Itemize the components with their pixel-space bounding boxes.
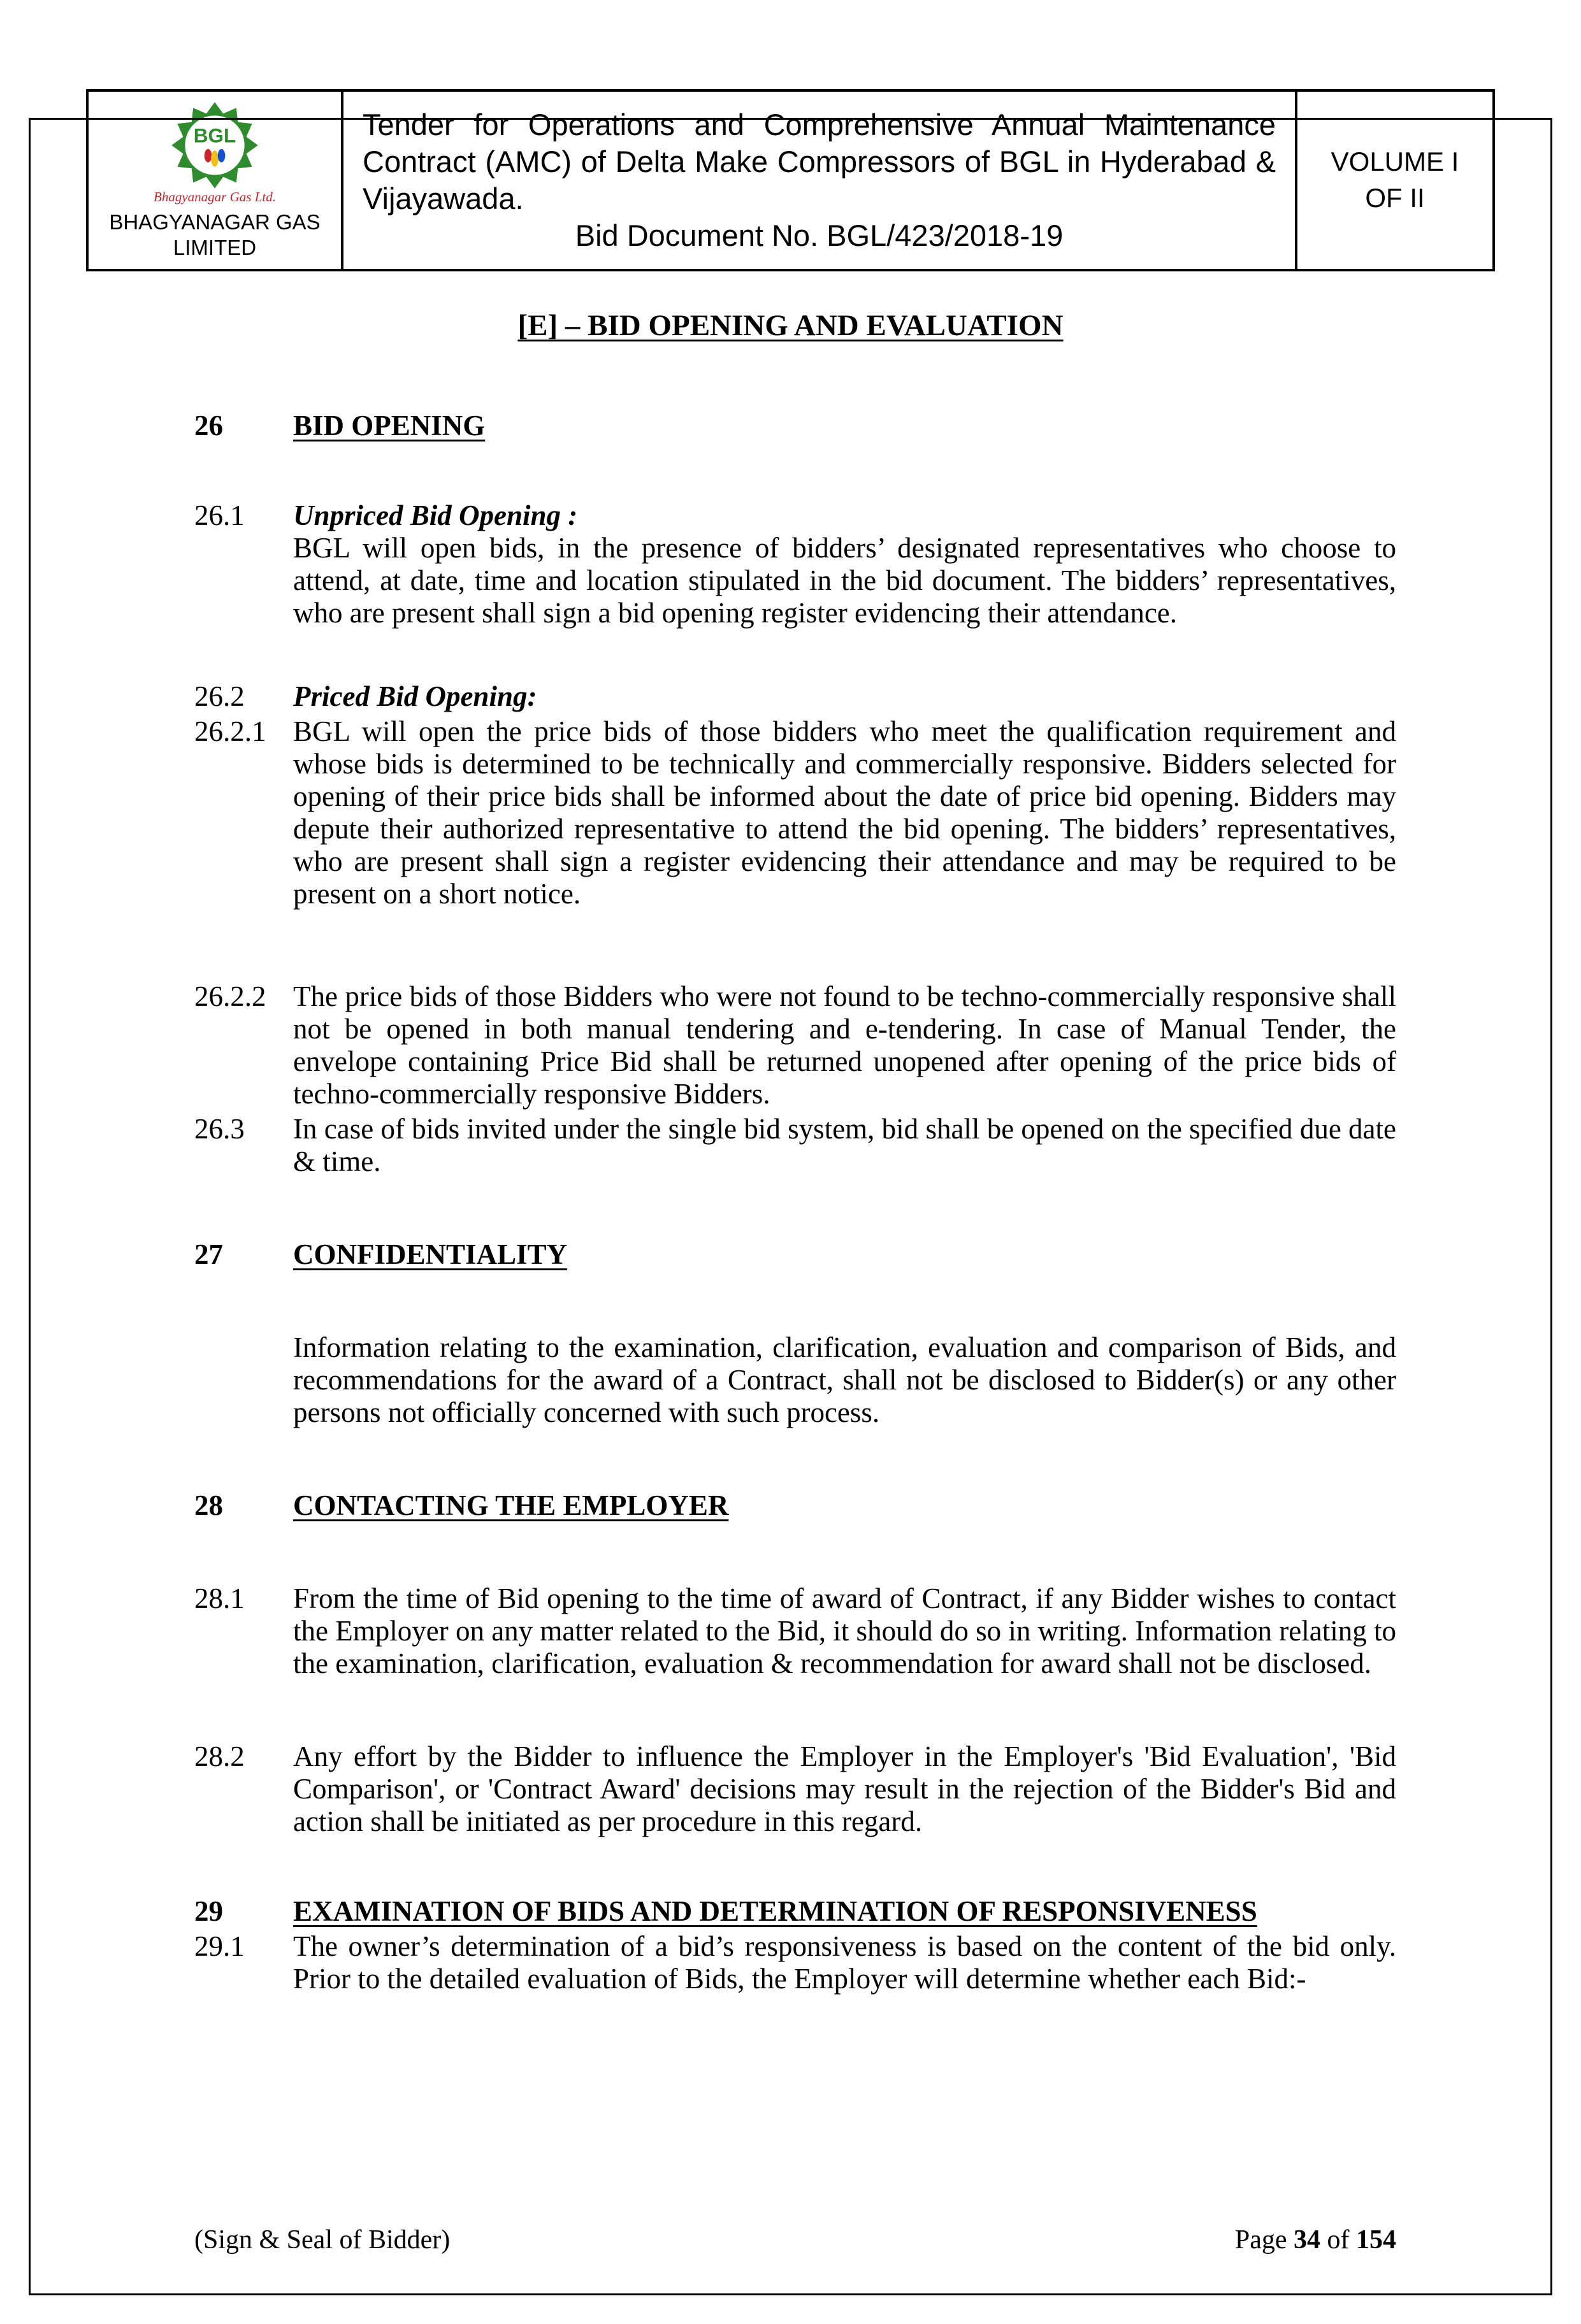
section-number: 29 bbox=[194, 1895, 223, 1928]
section-number: 26.2.2 bbox=[194, 980, 266, 1013]
section-29 bbox=[194, 1895, 1396, 1928]
section-number-spacer bbox=[194, 1331, 293, 1429]
company-name-line2: LIMITED bbox=[173, 235, 257, 259]
logo-cell bbox=[87, 90, 342, 270]
section-body: Information relating to the examination, clarification, evaluation and comparison of Bids, and recommendations for the award of a Contract, shall not be disclosed to Bidder(s) or any other persons not officially concerned with such process. bbox=[293, 1331, 1396, 1429]
page-current: 34 bbox=[1294, 2225, 1320, 2255]
page-footer bbox=[194, 2225, 1396, 2255]
section-number: 26.3 bbox=[194, 1113, 245, 1145]
section-28-1 bbox=[194, 1582, 1396, 1680]
volume-cell bbox=[1296, 90, 1494, 270]
volume-line1: VOLUME I bbox=[1331, 147, 1459, 177]
section-body: BGL will open bids, in the presence of bidders’ designated representatives who choose to attend, at date, time and location stipulated in the bid document. The bidders’ representatives, who are present shall sign a bid opening register evidencing their attendance. bbox=[293, 532, 1396, 629]
company-name-line1: BHAGYANAGAR GAS bbox=[109, 210, 321, 234]
section-28 bbox=[194, 1489, 1396, 1522]
section-26 bbox=[194, 410, 1396, 442]
of-word: of bbox=[1327, 2225, 1350, 2255]
section-body: Any effort by the Bidder to influence the Employer in the Employer's 'Bid Evaluation', 'Bid Comparison', or 'Contract Award' decisions may result in the rejection of the Bidder's Bid and action shall be initiated as per procedure in this regard. bbox=[293, 1740, 1396, 1838]
tender-title-cell bbox=[342, 90, 1296, 270]
section-26-1 bbox=[194, 499, 1396, 629]
logo-bgl-text: BGL bbox=[193, 124, 236, 147]
section-heading: Priced Bid Opening: bbox=[293, 680, 537, 713]
section-body: In case of bids invited under the single bid system, bid shall be opened on the specified due date & time. bbox=[293, 1113, 1396, 1178]
section-number: 26.2 bbox=[194, 680, 245, 713]
document-header-table bbox=[86, 89, 1495, 271]
section-number: 26.1 bbox=[194, 499, 245, 532]
bgl-logo-icon bbox=[170, 101, 259, 190]
section-number: 28.1 bbox=[194, 1582, 245, 1615]
section-29-1 bbox=[194, 1930, 1396, 1995]
section-body: The price bids of those Bidders who were not found to be techno-commercially responsive shall not be opened in both manual tendering and e-tendering. In case of Manual Tender, the envelope containing Price Bid shall be returned unopened after opening of the price bids of techno-commercially responsive Bidders. bbox=[293, 980, 1396, 1110]
tender-title: Tender for Operations and Comprehensive Annual Maintenance Contract (AMC) of Delta Make Compressors of BGL in Hyderabad & Vijayawada. bbox=[363, 107, 1276, 216]
section-26-3 bbox=[194, 1113, 1396, 1178]
bid-document-number: Bid Document No. BGL/423/2018-19 bbox=[575, 219, 1064, 253]
page-number bbox=[1235, 2225, 1396, 2255]
section-heading: CONTACTING THE EMPLOYER bbox=[293, 1489, 729, 1522]
volume-line2: OF II bbox=[1365, 183, 1425, 213]
section-26-2-2 bbox=[194, 980, 1396, 1110]
section-body: BGL will open the price bids of those bidders who meet the qualification requirement and whose bids is determined to be technically and commercially responsive. Bidders selected for opening of their price bids shall be informed about the date of price bid opening. Bidders may depute their authorized representative to attend the bid opening. The bidders’ representatives, who are present shall sign a register evidencing their attendance and may be required to be present on a short notice. bbox=[293, 715, 1396, 910]
sign-seal-note: (Sign & Seal of Bidder) bbox=[194, 2225, 451, 2255]
section-26-2 bbox=[194, 680, 1396, 713]
section-number: 26 bbox=[194, 410, 223, 442]
section-heading: CONFIDENTIALITY bbox=[293, 1238, 568, 1271]
section-body: The owner’s determination of a bid’s responsiveness is based on the content of the bid only. Prior to the detailed evaluation of Bids, the Employer will determine whether each Bid:- bbox=[293, 1930, 1396, 1995]
section-heading: EXAMINATION OF BIDS AND DETERMINATION OF RESPONSIVENESS bbox=[293, 1895, 1257, 1928]
section-number: 28.2 bbox=[194, 1740, 245, 1773]
section-number: 28 bbox=[194, 1489, 223, 1522]
page-total: 154 bbox=[1356, 2225, 1396, 2255]
section-26-2-1 bbox=[194, 715, 1396, 910]
page-title: [E] – BID OPENING AND EVALUATION bbox=[517, 309, 1064, 343]
section-27-body bbox=[194, 1331, 1396, 1429]
section-number: 29.1 bbox=[194, 1930, 245, 1963]
company-name bbox=[95, 210, 335, 260]
section-number: 27 bbox=[194, 1238, 223, 1271]
page-word: Page bbox=[1234, 2225, 1287, 2255]
section-heading: BID OPENING bbox=[293, 410, 486, 442]
logo-subtext: Bhagyanagar Gas Ltd. bbox=[154, 189, 276, 204]
section-number: 26.2.1 bbox=[194, 715, 266, 748]
section-27 bbox=[194, 1238, 1396, 1271]
section-28-2 bbox=[194, 1740, 1396, 1838]
document-body bbox=[194, 410, 1396, 1995]
section-heading: Unpriced Bid Opening : bbox=[293, 499, 578, 532]
section-body: From the time of Bid opening to the time of award of Contract, if any Bidder wishes to contact the Employer on any matter related to the Bid, it should do so in writing. Information relating to the examination, clarification, evaluation & recommendation for award shall not be disclosed. bbox=[293, 1582, 1396, 1680]
